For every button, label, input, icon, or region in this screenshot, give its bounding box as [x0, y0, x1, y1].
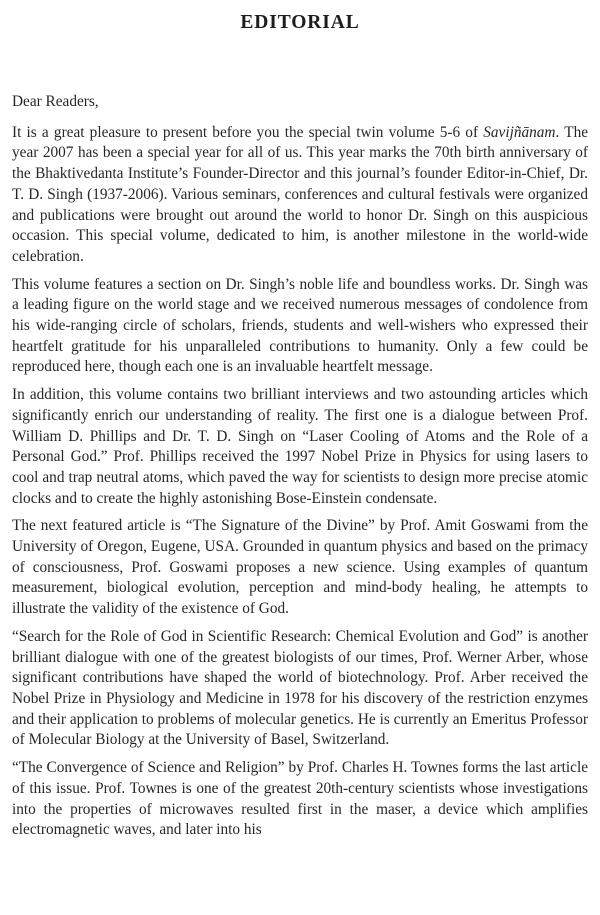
paragraph-text: This volume features a section on Dr. Singh’s noble life and boundless works. Dr. Singh was a leading figure on the world stage and we received numerous messages of condolence from his wide-ranging circle of scholars, friends, students and well-wishers who expressed their heartfelt gratitude for his unparalleled contributions to humanity. Only a few could be reproduced here, though each one is an invaluable heartfelt message. — [12, 275, 588, 376]
body-paragraph — [12, 275, 588, 379]
paragraph-text: It is a great pleasure to present before you the special twin volume 5-6 of — [12, 123, 484, 141]
salutation: Dear Readers, — [12, 93, 99, 110]
editorial-body — [12, 113, 588, 841]
paragraph-text: The next featured article is “The Signature of the Divine” by Prof. Amit Goswami from the University of Oregon, Eugene, USA. Grounded in quantum physics and based on the primacy of consciousness, Prof. Goswami proposes a new science. Using examples of quantum measurement, biological evolution, perception and mind-body healing, he attempts to illustrate the validity of the existence of God. — [12, 517, 588, 618]
body-paragraph — [12, 758, 588, 841]
body-paragraph — [12, 627, 588, 751]
paragraph-text: “Search for the Role of God in Scientific Research: Chemical Evolution and God” is another brilliant dialogue with one of the greatest biologists of our times, Prof. Werner Arber, whose significant contributions have shaped the world of biotechnology. Prof. Arber received the Nobel Prize in Physiology and Medicine in 1978 for his discovery of the restriction enzymes and their application to problems of molecular genetics. He is currently an Emeritus Professor of Molecular Biology at the University of Basel, Switzerland. — [12, 627, 588, 749]
paragraph-text: . The year 2007 has been a special year for all of us. This year marks the 70th birth anniversary of the Bhaktivedanta Institute’s Founder-Director and this journal’s founder Editor-in-Chief, Dr. T. D. Singh (1937-2006). Various seminars, conferences and cultural festivals were organized and publications were brought out around the world to honor Dr. Singh on this auspicious occasion. This special volume, dedicated to him, is another milestone in the world-wide celebration. — [12, 123, 589, 265]
body-paragraph — [12, 385, 588, 509]
paragraph-text: “The Convergence of Science and Religion” by Prof. Charles H. Townes forms the last article of this issue. Prof. Townes is one of the greatest 20th-century scientists whose investigations into the properties of microwaves resulted first in the maser, a device which amplifies electromagnetic waves, and later into his — [12, 759, 588, 839]
page-title: EDITORIAL — [240, 12, 360, 33]
body-paragraph — [12, 123, 588, 268]
body-paragraph — [12, 516, 588, 620]
paragraph-text: In addition, this volume contains two brilliant interviews and two astounding articles which significantly enrich our understanding of reality. The first one is a dialogue between Prof. William D. Phillips and Dr. T. D. Singh on “Laser Cooling of Atoms and the Role of a Personal God.” Prof. Phillips received the 1997 Nobel Prize in Physics for using lasers to cool and trap neutral atoms, which paved the way for scientists to design more precise atomic clocks and to create the highly astonishing Bose-Einstein condensate. — [12, 386, 588, 507]
journal-title-italic: Savijñānam — [483, 123, 556, 141]
